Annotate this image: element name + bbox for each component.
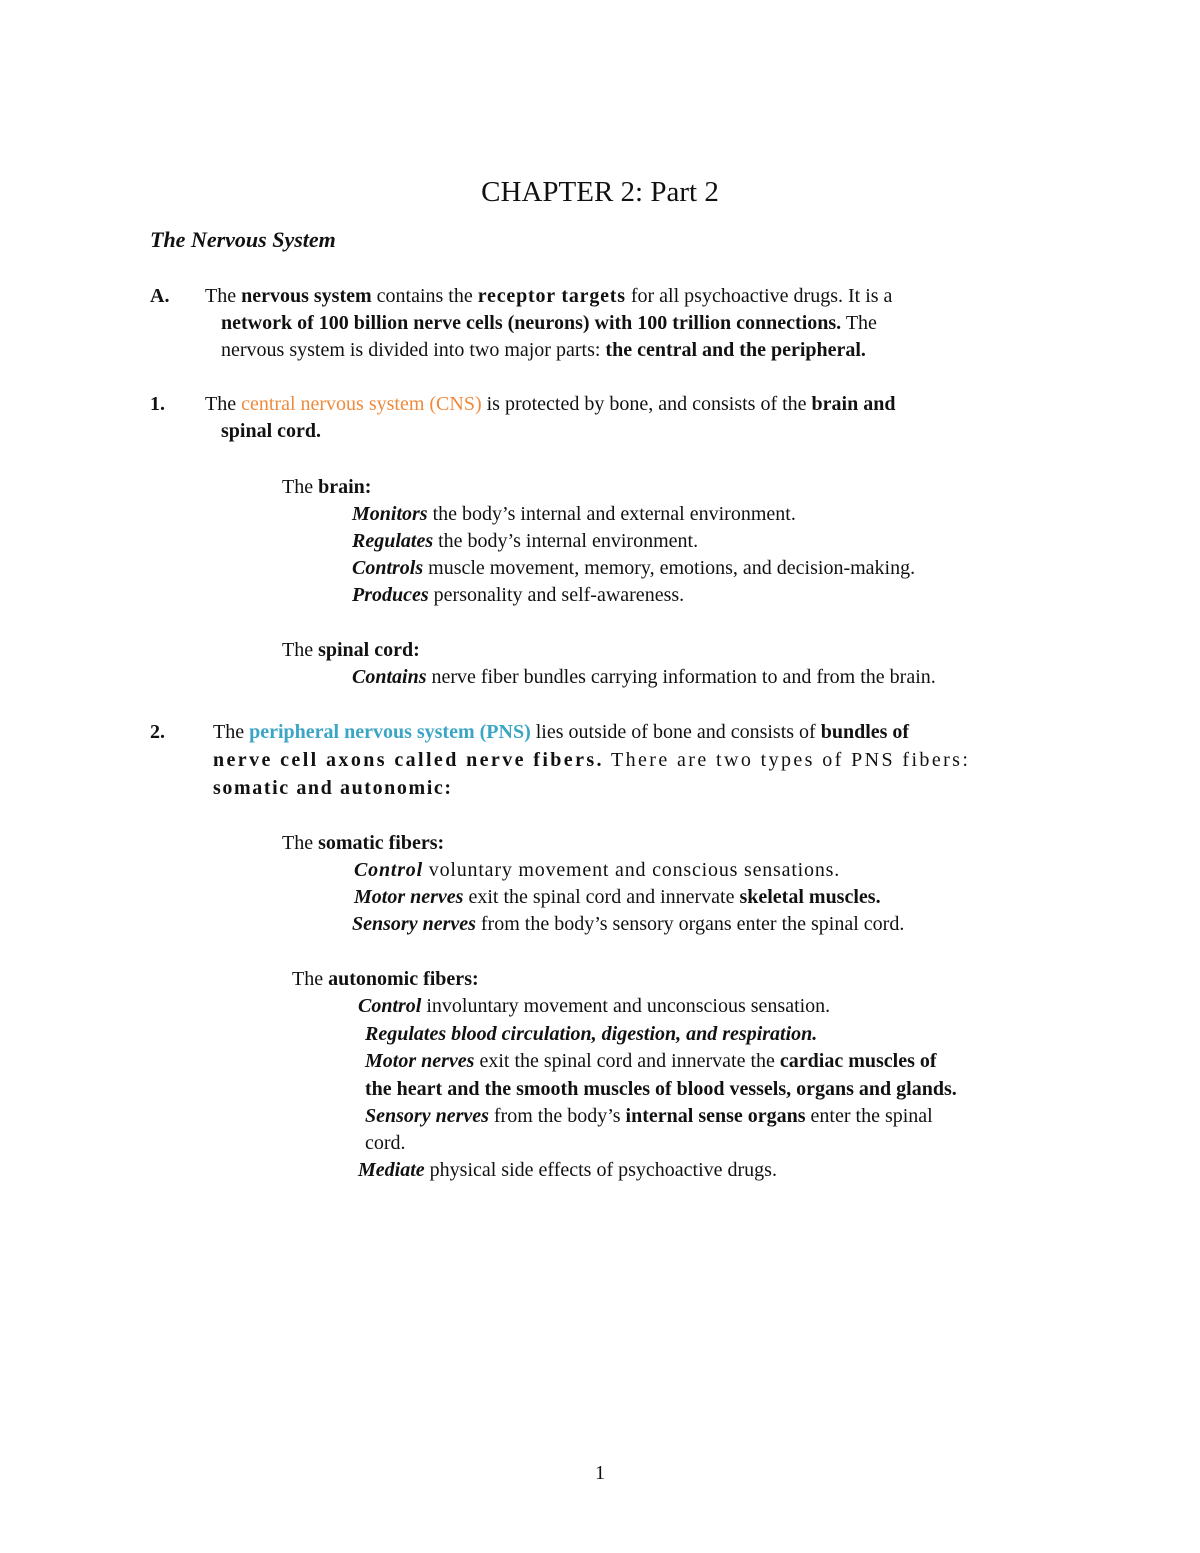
text: nervous system is divided into two major parts: xyxy=(221,339,606,361)
section-2-line-1 xyxy=(213,719,909,746)
text: The xyxy=(292,968,329,990)
section-a-line-3 xyxy=(221,337,866,364)
brain-heading xyxy=(282,474,371,501)
item-verb: Motor nerves xyxy=(365,1050,475,1072)
brain-item xyxy=(352,528,698,555)
section-1-line-1 xyxy=(205,391,895,418)
bold-term: the heart and the smooth muscles of blood vessels, organs and glands. xyxy=(365,1078,957,1100)
bold-term: autonomic fibers: xyxy=(328,968,479,990)
section-1-marker: 1. xyxy=(150,393,165,415)
item-verb: Motor nerves xyxy=(354,886,464,908)
text: The xyxy=(282,476,319,498)
text: personality and self-awareness. xyxy=(428,584,685,606)
bold-term: brain: xyxy=(318,476,372,498)
somatic-item xyxy=(354,884,881,911)
item-verb: Control xyxy=(354,859,423,881)
text: from the body’s xyxy=(488,1105,626,1127)
text: nerve fiber bundles carrying information to and from the brain. xyxy=(426,666,936,688)
item-verb: Produces xyxy=(352,584,429,606)
text: exit the spinal cord and innervate the xyxy=(474,1050,780,1072)
bold-term: cardiac muscles of xyxy=(779,1050,937,1072)
section-heading: The Nervous System xyxy=(150,227,336,252)
highlight-term-cns: central nervous system (CNS) xyxy=(241,393,482,415)
bold-term: somatic and autonomic: xyxy=(213,777,453,799)
autonomic-item xyxy=(358,1157,777,1184)
bold-term: skeletal muscles. xyxy=(739,886,881,908)
somatic-item xyxy=(352,911,904,938)
item-verb: Regulates blood circulation, digestion, and respiration. xyxy=(365,1023,818,1045)
text: enter the spinal xyxy=(805,1105,933,1127)
section-a-line-1 xyxy=(205,283,892,310)
autonomic-item xyxy=(358,993,830,1020)
text: involuntary movement and unconscious sensation. xyxy=(421,995,831,1017)
text: the body’s internal environment. xyxy=(433,530,699,552)
somatic-heading xyxy=(282,830,444,857)
text: The xyxy=(205,393,242,415)
item-verb: Controls xyxy=(352,557,424,579)
spinal-cord-item xyxy=(352,664,936,691)
bold-term: network of 100 billion nerve cells (neurons) with 100 trillion connections. xyxy=(221,312,842,334)
item-verb: Sensory nerves xyxy=(352,913,476,935)
autonomic-heading xyxy=(292,966,479,993)
text: for all psychoactive drugs. It is a xyxy=(625,285,893,307)
text: The xyxy=(213,721,250,743)
text: is protected by bone, and consists of the xyxy=(481,393,812,415)
brain-item xyxy=(352,582,684,609)
bold-term: brain and xyxy=(811,393,896,415)
autonomic-item xyxy=(365,1048,937,1075)
item-verb: Regulates xyxy=(352,530,434,552)
section-a-line-2 xyxy=(221,310,877,337)
text: The xyxy=(282,832,319,854)
bold-term: bundles of xyxy=(820,721,910,743)
page-number: 1 xyxy=(595,1462,605,1484)
text: exit the spinal cord and innervate xyxy=(463,886,740,908)
page-title: CHAPTER 2: Part 2 xyxy=(481,176,719,208)
autonomic-item-continued xyxy=(365,1076,957,1103)
bold-term: spinal cord: xyxy=(318,639,420,661)
item-verb: Monitors xyxy=(352,503,428,525)
item-verb: Control xyxy=(358,995,422,1017)
brain-item xyxy=(352,501,796,528)
section-1-line-2 xyxy=(221,418,321,445)
text: The xyxy=(841,312,877,334)
bold-term: internal sense organs xyxy=(625,1105,806,1127)
text: muscle movement, memory, emotions, and decision-making. xyxy=(423,557,916,579)
text: the body’s internal and external environment. xyxy=(427,503,796,525)
bold-term: spinal cord. xyxy=(221,420,322,442)
item-verb: Sensory nerves xyxy=(365,1105,489,1127)
text: voluntary movement and conscious sensations. xyxy=(422,859,841,881)
text: contains the xyxy=(371,285,478,307)
text: The xyxy=(205,285,242,307)
text: There are two types of PNS fibers: xyxy=(603,749,971,771)
bold-term: receptor targets xyxy=(477,285,626,307)
bold-term: nervous system xyxy=(241,285,372,307)
section-2-marker: 2. xyxy=(150,721,165,743)
text: lies outside of bone and consists of xyxy=(530,721,821,743)
section-2-line-3 xyxy=(213,775,453,802)
text: from the body’s sensory organs enter the spinal cord. xyxy=(475,913,905,935)
autonomic-item-continued xyxy=(365,1130,406,1157)
bold-term: nerve cell axons called nerve fibers. xyxy=(213,749,604,771)
section-2-line-2 xyxy=(213,747,970,774)
spinal-cord-heading xyxy=(282,637,420,664)
item-verb: Mediate xyxy=(358,1159,425,1181)
bold-term: somatic fibers: xyxy=(318,832,445,854)
text: physical side effects of psychoactive drugs. xyxy=(424,1159,777,1181)
brain-item xyxy=(352,555,915,582)
text: cord. xyxy=(365,1132,406,1154)
bold-term: the central and the peripheral. xyxy=(605,339,866,361)
item-verb: Contains xyxy=(352,666,427,688)
autonomic-item xyxy=(365,1021,817,1048)
section-a-marker: A. xyxy=(150,285,170,307)
highlight-term-pns: peripheral nervous system (PNS) xyxy=(249,721,531,743)
text: The xyxy=(282,639,319,661)
somatic-item xyxy=(354,857,840,884)
autonomic-item xyxy=(365,1103,933,1130)
